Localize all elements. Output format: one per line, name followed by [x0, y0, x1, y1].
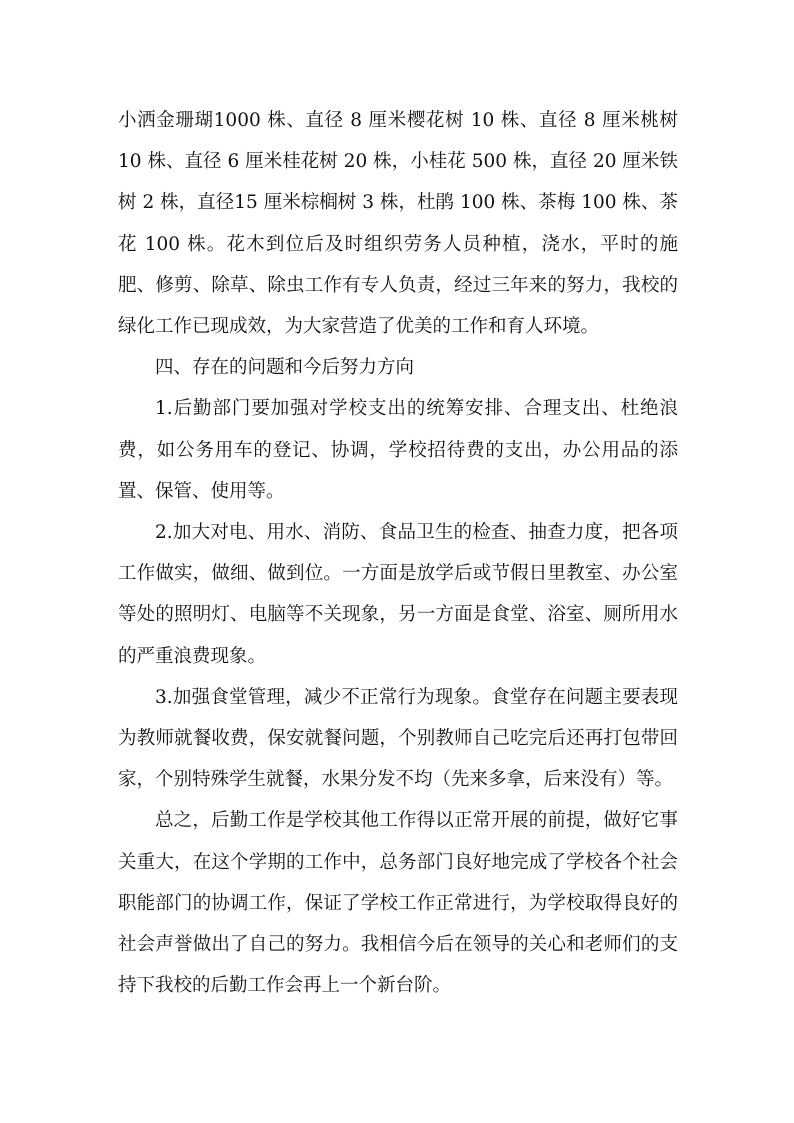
paragraph-item-2: 2.加大对电、用水、消防、食品卫生的检查、抽查力度，把各项工作做实，做细、做到位。一方面是放学后或节假日里教室、办公室等处的照明灯、电脑等不关现象，另一方面是食堂、浴室、厕所用水的严重浪费现象。	[118, 522, 678, 667]
paragraph-item-3: 3.加强食堂管理，减少不正常行为现象。食堂存在问题主要表现为教师就餐收费，保安就餐问题，个别教师自己吃完后还再打包带回家，个别特殊学生就餐，水果分发不均（先来多拿，后来没有）等。	[118, 686, 678, 791]
section-heading-problems: 四、存在的问题和今后努力方向	[155, 357, 415, 379]
paragraph-item-1: 1.后勤部门要加强对学校支出的统筹安排、合理支出、杜绝浪费，如公务用车的登记、协调，学校招待费的支出，办公用品的添置、保管、使用等。	[118, 398, 678, 502]
paragraph-greening-continued: 小洒金珊瑚1000 株、直径 8 厘米樱花树 10 株、直径 8 厘米桃树 10 株、直径 6 厘米桂花树 20 株，小桂花 500 株，直径 20 厘米铁树 2 株，直径15 厘米棕榈树 3 株，杜鹃 100 株、茶梅 100 株、茶花 100 株。花木到位后及时组织劳务人员种植，浇水，平时的施肥、修剪、除草、除虫工作有专人负责，经过三年来的努力，我校的绿化工作已现成效，为大家营造了优美的工作和育人环境。	[118, 110, 678, 338]
paragraph-conclusion: 总之，后勤工作是学校其他工作得以正常开展的前提，做好它事关重大，在这个学期的工作中，总务部门良好地完成了学校各个社会职能部门的协调工作，保证了学校工作正常进行，为学校取得良好的社会声誉做出了自己的努力。我相信今后在领导的关心和老师们的支持下我校的后勤工作会再上一个新台阶。	[118, 810, 678, 997]
document-body	[118, 100, 678, 1006]
